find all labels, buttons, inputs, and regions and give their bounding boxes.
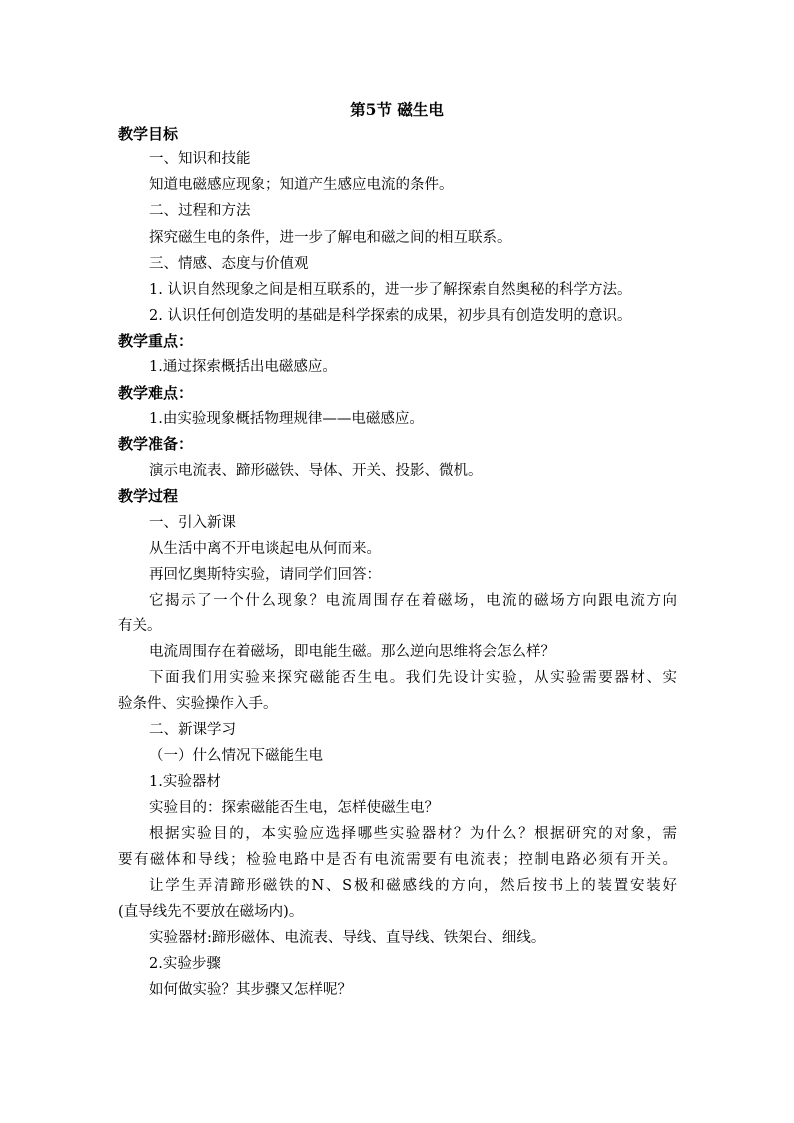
preparation-heading: 教学准备： — [118, 435, 194, 453]
knowledge-text: 知道电磁感应现象；知道产生感应电流的条件。 — [149, 177, 454, 193]
objectives-heading: 教学目标 — [118, 125, 179, 143]
difficulty-heading: 教学难点： — [118, 384, 194, 402]
experiment-purpose: 实验目的：探索磁能否生电，怎样使磁生电？ — [149, 800, 439, 816]
intro-paragraph-4: 电流周围存在着磁场，即电能生磁。那么逆向思维将会怎么样？ — [149, 644, 555, 660]
setup-line-2: (直导线先不要放在磁场内)。 — [118, 904, 304, 920]
reason-line-1: 根据实验目的，本实验应选择哪些实验器材？为什么？根据研究的对象，需 — [149, 826, 677, 842]
knowledge-heading: 一、知识和技能 — [149, 151, 251, 167]
emotion-item-1: 1. 认识自然现象之间是相互联系的，进一步了解探索自然奥秘的科学方法。 — [149, 282, 632, 298]
equipment-heading: 1.实验器材 — [149, 774, 221, 790]
intro-heading: 一、引入新课 — [149, 515, 236, 531]
intro-paragraph-5-line-2: 验条件、实验操作入手。 — [118, 696, 278, 712]
equipment-list: 实验器材:蹄形磁体、电流表、导线、直导线、铁架台、细线。 — [149, 930, 546, 946]
process-heading: 二、过程和方法 — [149, 203, 251, 219]
difficulty-1: 1.由实验现象概括物理规律——电磁感应。 — [149, 411, 424, 427]
page-title: 第5节 磁生电 — [350, 100, 444, 119]
preparation-text: 演示电流表、蹄形磁铁、导体、开关、投影、微机。 — [149, 463, 483, 479]
steps-question: 如何做实验？其步骤又怎样呢？ — [149, 982, 352, 998]
emotion-item-2: 2. 认识任何创造发明的基础是科学探索的成果，初步具有创造发明的意识。 — [149, 308, 632, 324]
intro-paragraph-3-line-2: 有关。 — [118, 618, 162, 634]
key-point-1: 1.通过探索概括出电磁感应。 — [149, 359, 337, 375]
steps-heading: 2.实验步骤 — [149, 956, 221, 972]
intro-paragraph-2: 再回忆奥斯特实验，请同学们回答： — [149, 567, 381, 583]
process-text: 探究磁生电的条件，进一步了解电和磁之间的相互联系。 — [149, 230, 512, 246]
intro-paragraph-5-line-1: 下面我们用实验来探究磁能否生电。我们先设计实验，从实验需要器材、实 — [149, 670, 677, 686]
subsection-heading: （一）什么情况下磁能生电 — [149, 748, 323, 764]
reason-line-2: 要有磁体和导线；检验电路中是否有电流需要有电流表；控制电路必须有开关。 — [118, 852, 677, 868]
intro-paragraph-1: 从生活中离不开电谈起电从何而来。 — [149, 541, 381, 557]
emotion-heading: 三、情感、态度与价值观 — [149, 256, 309, 272]
intro-paragraph-3-line-1: 它揭示了一个什么现象？电流周围存在着磁场，电流的磁场方向跟电流方向 — [149, 593, 677, 609]
teaching-process-heading: 教学过程 — [118, 487, 179, 505]
key-points-heading: 教学重点： — [118, 332, 194, 350]
new-lesson-heading: 二、新课学习 — [149, 722, 236, 738]
setup-line-1: 让学生弄清蹄形磁铁的N、S极和磁感线的方向，然后按书上的装置安装好 — [149, 878, 677, 894]
